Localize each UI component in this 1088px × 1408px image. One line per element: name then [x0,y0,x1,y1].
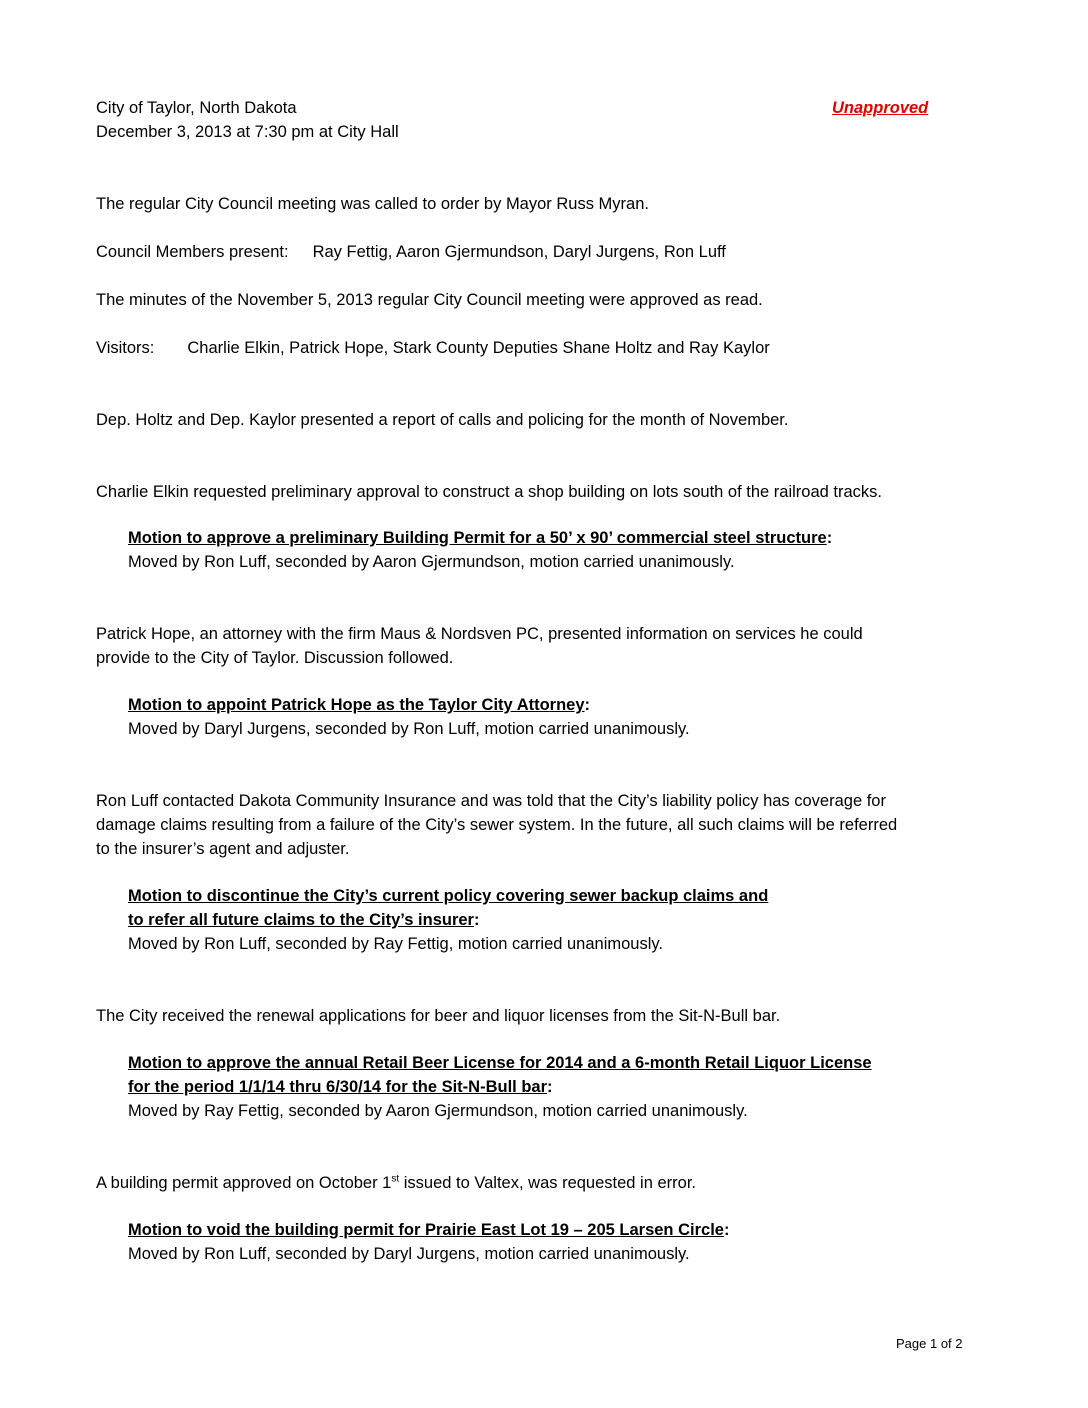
insurance-paragraph-line-3: to the insurer’s agent and adjuster. [96,840,350,858]
elkin-request: Charlie Elkin requested preliminary approval to construct a shop building on lots south of the railroad tracks. [96,483,882,501]
members-list: Ray Fettig, Aaron Gjermundson, Daryl Jurgens, Ron Luff [312,243,726,261]
motion-4-title-line-2: for the period 1/1/14 thru 6/30/14 for the Sit-N-Bull bar: [128,1078,553,1096]
motion-5-title: Motion to void the building permit for Prairie East Lot 19 – 205 Larsen Circle: [128,1221,730,1239]
insurance-paragraph-line-2: damage claims resulting from a failure of the City’s sewer system. In the future, all such claims will be referred [96,816,898,834]
license-intro: The City received the renewal applications for beer and liquor licenses from the Sit-N-Bull bar. [96,1007,781,1025]
motion-1-title: Motion to approve a preliminary Building Permit for a 50’ x 90’ commercial steel structure: [128,529,833,547]
hope-paragraph-line-2: provide to the City of Taylor. Discussion followed. [96,649,454,667]
status-label: Unapproved [832,99,929,117]
motion-2-result: Moved by Daryl Jurgens, seconded by Ron Luff, motion carried unanimously. [128,720,690,738]
motion-3-title-line-1: Motion to discontinue the City’s current policy covering sewer backup claims and [128,887,769,905]
motion-1-result: Moved by Ron Luff, seconded by Aaron Gjermundson, motion carried unanimously. [128,553,735,571]
visitors-list: Charlie Elkin, Patrick Hope, Stark County Deputies Shane Holtz and Ray Kaylor [187,339,770,357]
meeting-date: December 3, 2013 at 7:30 pm at City Hall [96,123,399,141]
call-to-order: The regular City Council meeting was called to order by Mayor Russ Myran. [96,195,649,213]
motion-4-title-line-1: Motion to approve the annual Retail Beer License for 2014 and a 6-month Retail Liquor License [128,1054,872,1072]
motion-3-title-line-2: to refer all future claims to the City’s insurer: [128,911,480,929]
permit-intro: A building permit approved on October 1st issued to Valtex, was requested in error. [96,1173,696,1192]
motion-4-result: Moved by Ray Fettig, seconded by Aaron Gjermundson, motion carried unanimously. [128,1102,748,1120]
city-heading: City of Taylor, North Dakota [96,99,297,117]
motion-2-title: Motion to appoint Patrick Hope as the Taylor City Attorney: [128,696,591,714]
hope-paragraph-line-1: Patrick Hope, an attorney with the firm Maus & Nordsven PC, presented information on services he could [96,625,863,643]
deputies-report: Dep. Holtz and Dep. Kaylor presented a report of calls and policing for the month of November. [96,411,789,429]
visitors-label: Visitors: [96,339,155,357]
members-present [96,241,726,263]
members-label: Council Members present: [96,243,289,261]
minutes-approval: The minutes of the November 5, 2013 regular City Council meeting were approved as read. [96,291,763,309]
motion-3-result: Moved by Ron Luff, seconded by Ray Fettig, motion carried unanimously. [128,935,664,953]
visitors [96,337,770,359]
motion-5-result: Moved by Ron Luff, seconded by Daryl Jurgens, motion carried unanimously. [128,1245,690,1263]
insurance-paragraph-line-1: Ron Luff contacted Dakota Community Insurance and was told that the City’s liability policy has coverage for [96,792,886,810]
page-number: Page 1 of 2 [896,1336,963,1351]
